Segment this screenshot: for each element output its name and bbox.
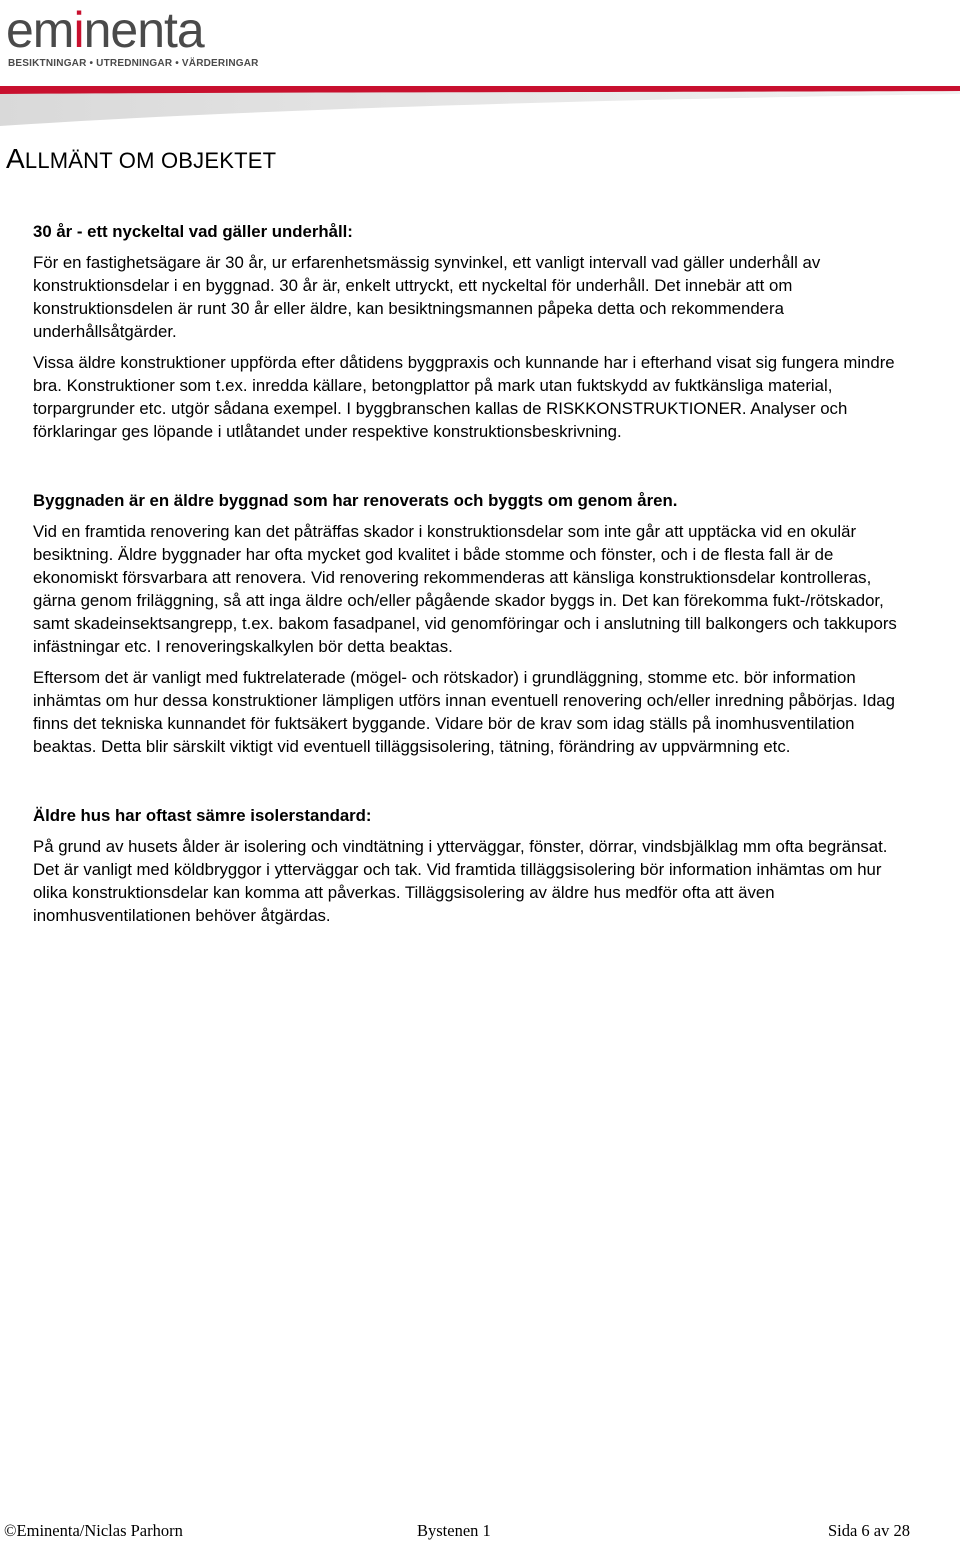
- logo-wordmark: [6, 2, 204, 58]
- section-title-rest: LLMÄNT OM OBJEKTET: [24, 148, 277, 173]
- paragraph-maintenance-2: Vissa äldre konstruktioner uppförda efter dåtidens byggpraxis och kunnande har i efterhand visat sig fungera mindre bra. Konstruktioner som t.ex. inredda källare, betongplattor på mark utan fuktskydd av fuktkänsliga material, torpargrunder etc. utgör sådana exempel. I byggbranschen kallas de RISKKONSTRUKTIONER. Analyser och förklaringar ges löpande i utlåtandet under respektive konstruktionsbeskrivning.: [33, 353, 895, 441]
- logo-text-pre: em: [6, 2, 74, 58]
- logo-text-accent: i: [73, 2, 84, 58]
- paragraph-older-building-2: Eftersom det är vanligt med fuktrelaterade (mögel- och rötskador) i grundläggning, stomme etc. bör information inhämtas om hur dessa konstruktioner lämpligen utförs innan eventuell renovering och/eller inredning påbörjas. Idag finns det tekniska kunnandet för fuktsäkert byggande. Vidare bör de krav som idag ställs på inomhusventilation beaktas. Detta blir särskilt viktigt vid eventuell tilläggsisolering, tätning, förändring av uppvärmning etc.: [33, 668, 895, 756]
- heading-older-building: Byggnaden är en äldre byggnad som har renoverats och byggts om genom åren.: [33, 491, 678, 510]
- heading-insulation: Äldre hus har oftast sämre isolerstandard:: [33, 806, 372, 825]
- logo-tagline: BESIKTNINGAR • UTREDNINGAR • VÄRDERINGAR: [8, 58, 259, 69]
- header-swoosh: [0, 80, 960, 128]
- footer-property: Bystenen 1: [417, 1521, 491, 1540]
- section-title: [6, 143, 276, 175]
- paragraph-older-building-1: Vid en framtida renovering kan det påträffas skador i konstruktionsdelar som inte går att upptäcka vid en okulär besiktning. Äldre byggnader har ofta mycket god kvalitet i både stomme och fönster, och i de flesta fall är de ekonomiskt försvarbara att renovera. Vid renovering rekommenderas att känsliga konstruktionsdelar kontrolleras, gärna genom friläggning, så att inga äldre och/eller pågående skador byggs in. Det kan förekomma fukt-/rötskador, samt skadeinsektsangrepp, t.ex. bakom fasadpanel, vid genomföringar och i anslutning till balkongers och takkupors infästningar etc. I renoveringskalkylen bör detta beaktas.: [33, 522, 897, 656]
- logo-text-post: nenta: [83, 2, 204, 58]
- footer-copyright: ©Eminenta/Niclas Parhorn: [4, 1521, 183, 1540]
- paragraph-insulation: På grund av husets ålder är isolering och vindtätning i ytterväggar, fönster, dörrar, vindsbjälklag mm ofta begränsat. Det är vanligt med köldbryggor i ytterväggar och tak. Vid framtida tilläggsisolering bör information inhämtas om hur olika konstruktionsdelar kan komma att påverkas. Tilläggsisolering av äldre hus medför ofta att även inomhusventilationen behöver åtgärdas.: [33, 837, 888, 925]
- page-header: [0, 0, 960, 130]
- eminenta-logo: [6, 2, 259, 72]
- footer-page-number: Sida 6 av 28: [827, 1521, 910, 1540]
- document-body: [33, 220, 913, 927]
- paragraph-maintenance-1: För en fastighetsägare är 30 år, ur erfarenhetsmässig synvinkel, ett vanligt intervall vad gäller underhåll av konstruktionsdelar i en byggnad. 30 år är, enkelt uttryckt, ett nyckeltal för underhåll. Det innebär att om konstruktionsdelen är runt 30 år eller äldre, kan besiktningsmannen påpeka detta och rekommendera underhållsåtgärder.: [33, 253, 821, 341]
- section-title-initial: A: [6, 143, 25, 174]
- page-footer: [4, 1521, 910, 1543]
- heading-maintenance: 30 år - ett nyckeltal vad gäller underhåll:: [33, 222, 353, 241]
